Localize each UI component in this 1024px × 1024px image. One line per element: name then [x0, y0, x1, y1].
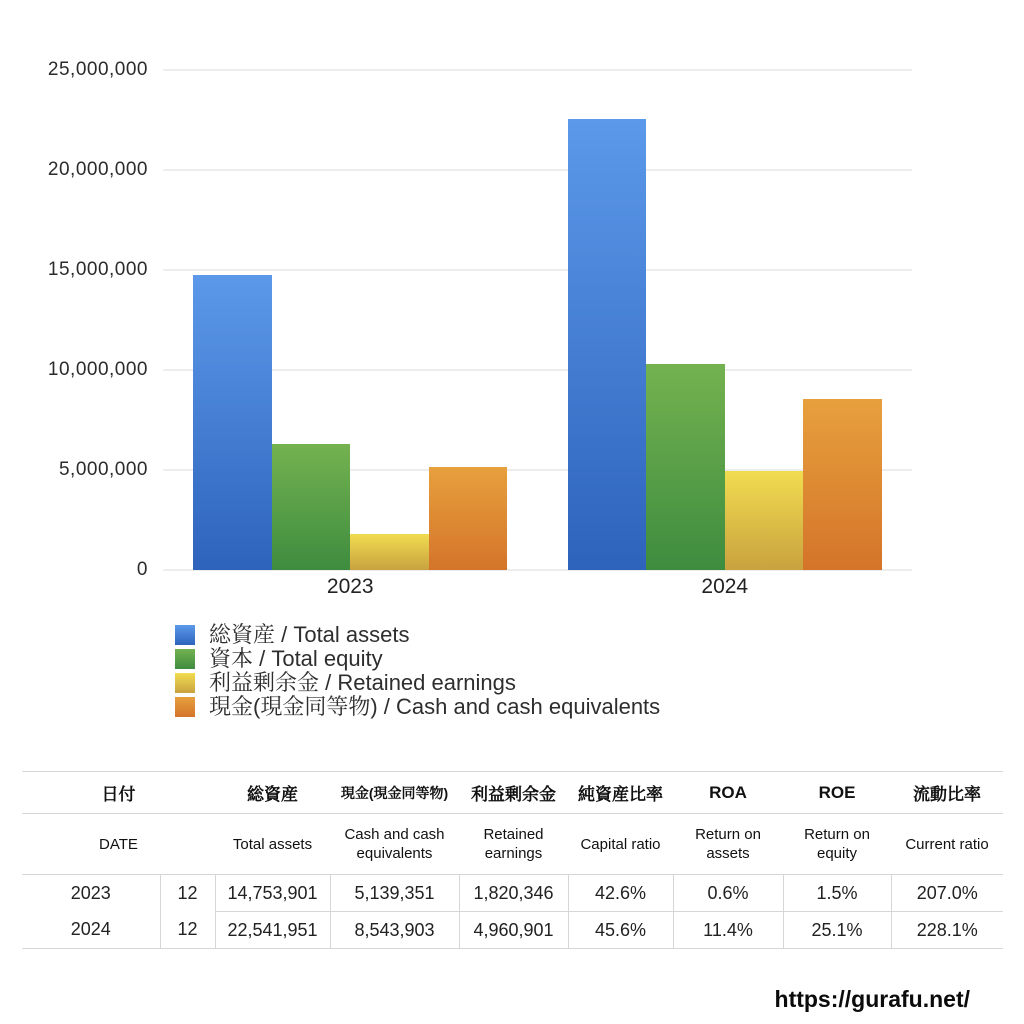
roa-cell: 0.6%	[673, 875, 783, 912]
legend-item-cash-and-equivalents	[175, 695, 660, 719]
legend-swatch-total-equity	[175, 649, 195, 669]
header-cash-ja: 現金(現金同等物)	[330, 772, 459, 814]
cash-cell: 5,139,351	[330, 875, 459, 912]
x-axis-category-label: 2024	[701, 575, 749, 598]
y-axis-tick-label: 15,000,000	[47, 259, 148, 280]
header-roe-ja: ROE	[783, 772, 891, 814]
legend-item-total-assets	[175, 623, 660, 647]
source-url: https://gurafu.net/	[774, 986, 970, 1012]
current-ratio-cell: 207.0%	[891, 875, 1003, 912]
bar-chart-plot-area	[163, 70, 912, 570]
header-total-assets-en: Total assets	[215, 814, 330, 875]
bar-total-equity-2023	[272, 444, 351, 570]
gridline	[163, 269, 912, 271]
year-cell: 2023	[70, 882, 111, 903]
header-current-ratio-ja: 流動比率	[891, 772, 1003, 814]
bar-cash-and-equivalents-2024	[803, 399, 882, 570]
retained-earnings-cell: 1,820,346	[459, 875, 568, 912]
y-axis-tick-label: 10,000,000	[47, 359, 148, 380]
y-axis-tick-label: 25,000,000	[47, 59, 148, 80]
table-row-2024	[22, 912, 1003, 949]
retained-earnings-cell: 4,960,901	[459, 912, 568, 949]
header-total-assets-ja: 総資産	[215, 772, 330, 814]
table-header-english	[22, 814, 1003, 875]
legend-swatch-cash-and-equivalents	[175, 697, 195, 717]
cash-cell: 8,543,903	[330, 912, 459, 949]
header-date-en: DATE	[22, 814, 215, 875]
bar-retained-earnings-2024	[725, 471, 804, 570]
bar-total-equity-2024	[646, 364, 725, 570]
capital-ratio-cell: 42.6%	[568, 875, 673, 912]
legend-item-retained-earnings	[175, 671, 660, 695]
legend-swatch-total-assets	[175, 625, 195, 645]
capital-ratio-cell: 45.6%	[568, 912, 673, 949]
roa-cell: 11.4%	[673, 912, 783, 949]
header-cash-en: Cash and cash equivalents	[330, 814, 459, 875]
header-roa-ja: ROA	[673, 772, 783, 814]
y-axis-tick-label: 20,000,000	[47, 159, 148, 180]
legend-label: 総資産 / Total assets	[209, 622, 410, 647]
bar-cash-and-equivalents-2023	[429, 467, 508, 570]
roe-cell: 1.5%	[783, 875, 891, 912]
header-capital-ratio-ja: 純資産比率	[568, 772, 673, 814]
y-axis-tick-label: 0	[136, 559, 148, 580]
bar-retained-earnings-2023	[350, 534, 429, 570]
table-row-2023	[22, 875, 1003, 912]
roe-cell: 25.1%	[783, 912, 891, 949]
y-axis-tick-label: 5,000,000	[58, 459, 148, 480]
gridline	[163, 169, 912, 171]
current-ratio-cell: 228.1%	[891, 912, 1003, 949]
financial-metrics-table	[22, 771, 1003, 949]
header-retained-en: Retained earnings	[459, 814, 568, 875]
x-axis-category-label: 2023	[326, 575, 374, 598]
header-retained-ja: 利益剰余金	[459, 772, 568, 814]
header-roe-en: Return on equity	[783, 814, 891, 875]
legend-label: 利益剰余金 / Retained earnings	[209, 670, 516, 695]
legend-label: 現金(現金同等物) / Cash and cash equivalents	[209, 694, 661, 719]
header-capital-ratio-en: Capital ratio	[568, 814, 673, 875]
total-assets-cell: 14,753,901	[215, 875, 330, 912]
legend-swatch-retained-earnings	[175, 673, 195, 693]
header-date-ja: 日付	[22, 772, 215, 814]
gridline	[163, 69, 912, 71]
year-cell: 2024	[22, 912, 160, 949]
gridline	[163, 369, 912, 371]
legend-label: 資本 / Total equity	[209, 646, 383, 671]
header-roa-en: Return on assets	[673, 814, 783, 875]
table-header-japanese	[22, 772, 1003, 814]
chart-legend	[175, 623, 660, 719]
total-assets-cell: 22,541,951	[215, 912, 330, 949]
bar-total-assets-2024	[568, 119, 647, 570]
bar-total-assets-2023	[193, 275, 272, 570]
month-cell: 12	[160, 912, 215, 949]
legend-item-total-equity	[175, 647, 660, 671]
month-cell: 12	[160, 875, 215, 912]
header-current-ratio-en: Current ratio	[891, 814, 1003, 875]
